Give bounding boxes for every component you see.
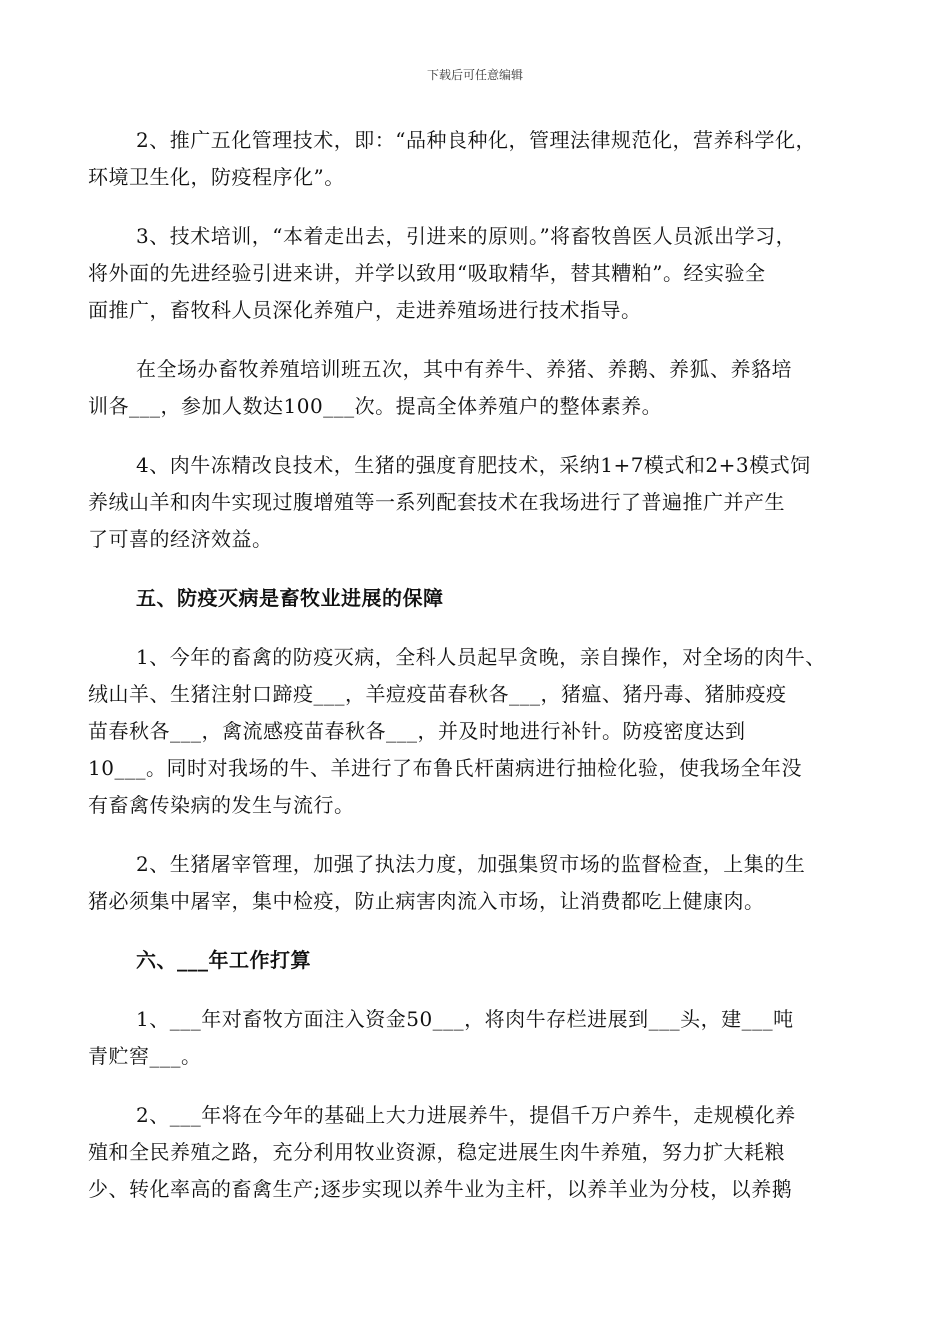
text-line: 有畜禽传染病的发生与流行。	[88, 793, 355, 817]
text-line: 在全场办畜牧养殖培训班五次，其中有养牛、养猪、养鹅、养狐、养貉培	[136, 357, 792, 381]
text-line: 绒山羊、生猪注射口蹄疫___，羊痘疫苗春秋各___，猪瘟、猪丹毒、猪肺疫疫	[88, 682, 787, 706]
section-heading: 六、___年工作打算	[136, 948, 311, 972]
text-line: 猪必须集中屠宰，集中检疫，防止病害肉流入市场，让消费都吃上健康肉。	[88, 889, 765, 913]
section-heading: 五、防疫灭病是畜牧业进展的保障	[136, 586, 444, 610]
text-line: 苗春秋各___，禽流感疫苗春秋各___，并及时地进行补针。防疫密度达到	[88, 719, 746, 743]
text-line: 2、推广五化管理技术，即：“品种良种化，管理法律规范化，营养科学化，	[136, 128, 816, 152]
text-line: 环境卫生化，防疫程序化”。	[88, 165, 345, 189]
text-line: 1、今年的畜禽的防疫灭病，全科人员起早贪晚，亲自操作，对全场的肉牛、	[136, 645, 826, 669]
text-line: 2、生猪屠宰管理，加强了执法力度，加强集贸市场的监督检查，上集的生	[136, 852, 806, 876]
text-line: 青贮窖___。	[88, 1044, 202, 1068]
text-line: 养绒山羊和肉牛实现过腹增殖等一系列配套技术在我场进行了普遍推广并产生	[88, 490, 785, 514]
text-line: 少、转化率高的畜禽生产;逐步实现以养牛业为主杆，以养羊业为分枝，以养鹅	[88, 1177, 793, 1201]
text-line: 了可喜的经济效益。	[88, 527, 273, 551]
text-line: 将外面的先进经验引进来讲，并学以致用“吸取精华，替其糟粕”。经实验全	[88, 261, 766, 285]
text-line: 殖和全民养殖之路，充分利用牧业资源，稳定进展生肉牛养殖，努力扩大耗粮	[88, 1140, 785, 1164]
text-line: 4、肉牛冻精改良技术，生猪的强度育肥技术，采纳1+7模式和2+3模式饲	[136, 453, 811, 477]
text-line: 3、技术培训，“本着走出去，引进来的原则。”将畜牧兽医人员派出学习，	[136, 224, 797, 248]
text-line: 10___。同时对我场的牛、羊进行了布鲁氏杆菌病进行抽检化验，使我场全年没	[88, 756, 802, 780]
text-line: 2、___年将在今年的基础上大力进展养牛，提倡千万户养牛，走规模化养	[136, 1103, 796, 1127]
text-line: 训各___，参加人数达100___次。提高全体养殖户的整体素养。	[88, 394, 663, 418]
page-header: 下载后可任意编辑	[426, 68, 523, 82]
text-line: 1、___年对畜牧方面注入资金50___，将肉牛存栏进展到___头，建___吨	[136, 1007, 794, 1031]
text-line: 面推广，畜牧科人员深化养殖户，走进养殖场进行技术指导。	[88, 298, 642, 322]
